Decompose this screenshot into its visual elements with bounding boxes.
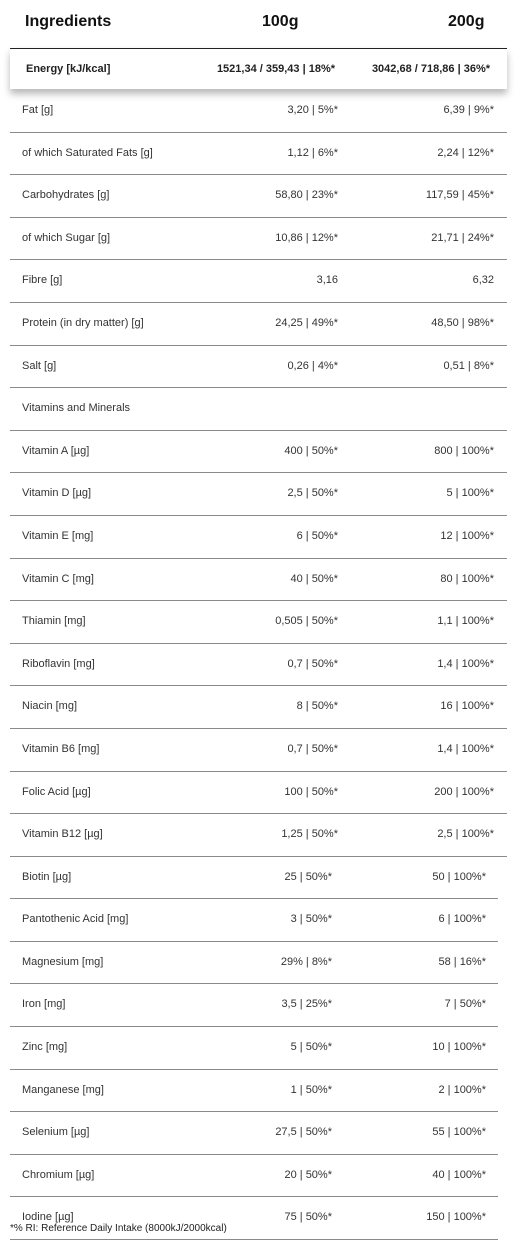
row-label: Vitamin E [mg] <box>22 529 94 542</box>
row-label: Vitamins and Minerals <box>22 402 131 415</box>
column-header-200g: 200g <box>448 13 485 30</box>
value-200g: 6 | 100%* <box>438 913 486 926</box>
value-100g: 1,25 | 50%* <box>281 828 338 841</box>
table-row <box>10 516 507 559</box>
row-label: Selenium [µg] <box>22 1126 90 1139</box>
value-200g: 1,4 | 100%* <box>437 657 494 670</box>
value-100g: 10,86 | 12%* <box>275 231 338 244</box>
table-row <box>10 559 507 602</box>
value-200g: 200 | 100%* <box>434 785 494 798</box>
value-100g: 40 | 50%* <box>290 572 338 585</box>
table-row <box>10 729 507 772</box>
energy-row <box>10 48 507 89</box>
row-label: Biotin [µg] <box>22 870 72 883</box>
row-label: of which Saturated Fats [g] <box>22 146 153 159</box>
row-label: Chromium [µg] <box>22 1168 95 1181</box>
value-200g: 6,39 | 9%* <box>443 104 494 116</box>
table-row <box>10 1070 498 1113</box>
row-label: Manganese [mg] <box>22 1083 104 1096</box>
value-200g: 800 | 100%* <box>434 444 494 457</box>
value-100g: 1,12 | 6%* <box>287 146 338 159</box>
row-label: Folic Acid [µg] <box>22 785 91 798</box>
table-row <box>10 346 507 389</box>
table-row <box>10 175 507 218</box>
value-100g: 20 | 50%* <box>284 1168 332 1181</box>
value-100g: 75 | 50%* <box>284 1211 332 1224</box>
value-200g: 55 | 100%* <box>432 1126 486 1139</box>
table-row <box>10 814 507 857</box>
table-row <box>10 431 507 474</box>
value-200g: 48,50 | 98%* <box>431 316 494 329</box>
row-label: Vitamin A [µg] <box>22 444 90 457</box>
table-row <box>10 601 507 644</box>
value-200g: 7 | 50%* <box>444 998 486 1011</box>
row-label: Riboflavin [mg] <box>22 657 95 670</box>
row-label: Vitamin B12 [µg] <box>22 828 103 841</box>
value-200g: 50 | 100%* <box>432 870 486 883</box>
value-100g: 6 | 50%* <box>296 529 338 542</box>
row-label: Vitamin D [µg] <box>22 487 92 500</box>
value-100g: 58,80 | 23%* <box>275 189 338 202</box>
table-row <box>10 686 507 729</box>
value-200g: 12 | 100%* <box>440 529 494 542</box>
row-label: Pantothenic Acid [mg] <box>22 913 129 926</box>
value-200g: 40 | 100%* <box>432 1168 486 1181</box>
value-100g: 3,5 | 25%* <box>281 998 332 1011</box>
value-200g: 1,1 | 100%* <box>437 615 494 628</box>
value-200g: 2,24 | 12%* <box>437 146 494 159</box>
value-200g: 0,51 | 8%* <box>443 359 494 372</box>
value-100g: 1 | 50%* <box>290 1083 332 1096</box>
table-row <box>10 473 507 516</box>
value-200g: 2,5 | 100%* <box>437 828 494 841</box>
table-header <box>0 0 520 48</box>
nutrition-table <box>0 90 520 1240</box>
value-200g: 117,59 | 45%* <box>425 189 494 202</box>
table-row <box>10 303 507 346</box>
value-100g: 27,5 | 50%* <box>275 1126 332 1139</box>
table-row <box>10 218 507 261</box>
value-100g: 100 | 50%* <box>284 785 338 798</box>
value-200g: 21,71 | 24%* <box>431 231 494 244</box>
row-label: Vitamin B6 [mg] <box>22 742 100 755</box>
value-100g: 5 | 50%* <box>290 1041 332 1054</box>
value-100g: 25 | 50%* <box>284 870 332 883</box>
table-row <box>10 133 507 176</box>
table-row <box>10 899 498 942</box>
energy-label: Energy [kJ/kcal] <box>26 63 111 75</box>
row-label: Salt [g] <box>22 359 57 372</box>
value-100g: 3,20 | 5%* <box>287 104 338 116</box>
row-label: of which Sugar [g] <box>22 231 111 244</box>
value-100g: 400 | 50%* <box>284 444 338 457</box>
value-200g: 150 | 100%* <box>426 1211 486 1224</box>
row-label: Iron [mg] <box>22 998 66 1011</box>
footnote: *% RI: Reference Daily Intake (8000kJ/2000kcal) <box>10 1223 227 1234</box>
value-200g: 80 | 100%* <box>440 572 494 585</box>
value-200g: 58 | 16%* <box>438 955 486 968</box>
row-label: Fat [g] <box>22 104 54 116</box>
table-row <box>10 1155 498 1198</box>
row-label: Protein (in dry matter) [g] <box>22 316 144 329</box>
row-label: Thiamin [mg] <box>22 615 86 628</box>
column-header-100g: 100g <box>262 13 299 30</box>
table-row <box>10 90 507 133</box>
value-100g: 2,5 | 50%* <box>287 487 338 500</box>
value-200g: 2 | 100%* <box>438 1083 486 1096</box>
value-100g: 0,505 | 50%* <box>275 615 338 628</box>
row-label: Zinc [mg] <box>22 1041 68 1054</box>
table-row <box>10 942 498 985</box>
table-row <box>10 772 507 815</box>
row-label: Vitamin C [mg] <box>22 572 94 585</box>
table-row <box>10 644 507 687</box>
row-label: Carbohydrates [g] <box>22 189 110 202</box>
value-200g: 6,32 <box>472 274 494 287</box>
row-label: Iodine [µg] <box>22 1211 74 1224</box>
value-100g: 24,25 | 49%* <box>275 316 338 329</box>
value-100g: 3,16 <box>316 274 338 287</box>
ingredients-header: Ingredients <box>25 13 112 30</box>
row-label: Fibre [g] <box>22 274 63 287</box>
energy-value-200g: 3042,68 / 718,86 | 36%* <box>371 63 490 75</box>
value-200g: 16 | 100%* <box>440 700 494 713</box>
value-200g: 1,4 | 100%* <box>437 742 494 755</box>
value-100g: 8 | 50%* <box>296 700 338 713</box>
table-row <box>10 857 498 900</box>
table-row <box>10 260 507 303</box>
energy-value-100g: 1521,34 / 359,43 | 18%* <box>216 63 335 75</box>
table-row <box>10 388 507 431</box>
value-100g: 29% | 8%* <box>280 955 332 968</box>
value-200g: 5 | 100%* <box>446 487 494 500</box>
value-100g: 0,7 | 50%* <box>287 657 338 670</box>
row-label: Magnesium [mg] <box>22 955 104 968</box>
row-label: Niacin [mg] <box>22 700 78 713</box>
value-100g: 0,26 | 4%* <box>287 359 338 372</box>
table-row <box>10 984 498 1027</box>
table-row <box>10 1112 498 1155</box>
table-row <box>10 1027 498 1070</box>
value-100g: 3 | 50%* <box>290 913 332 926</box>
value-200g: 10 | 100%* <box>432 1041 486 1054</box>
value-100g: 0,7 | 50%* <box>287 742 338 755</box>
